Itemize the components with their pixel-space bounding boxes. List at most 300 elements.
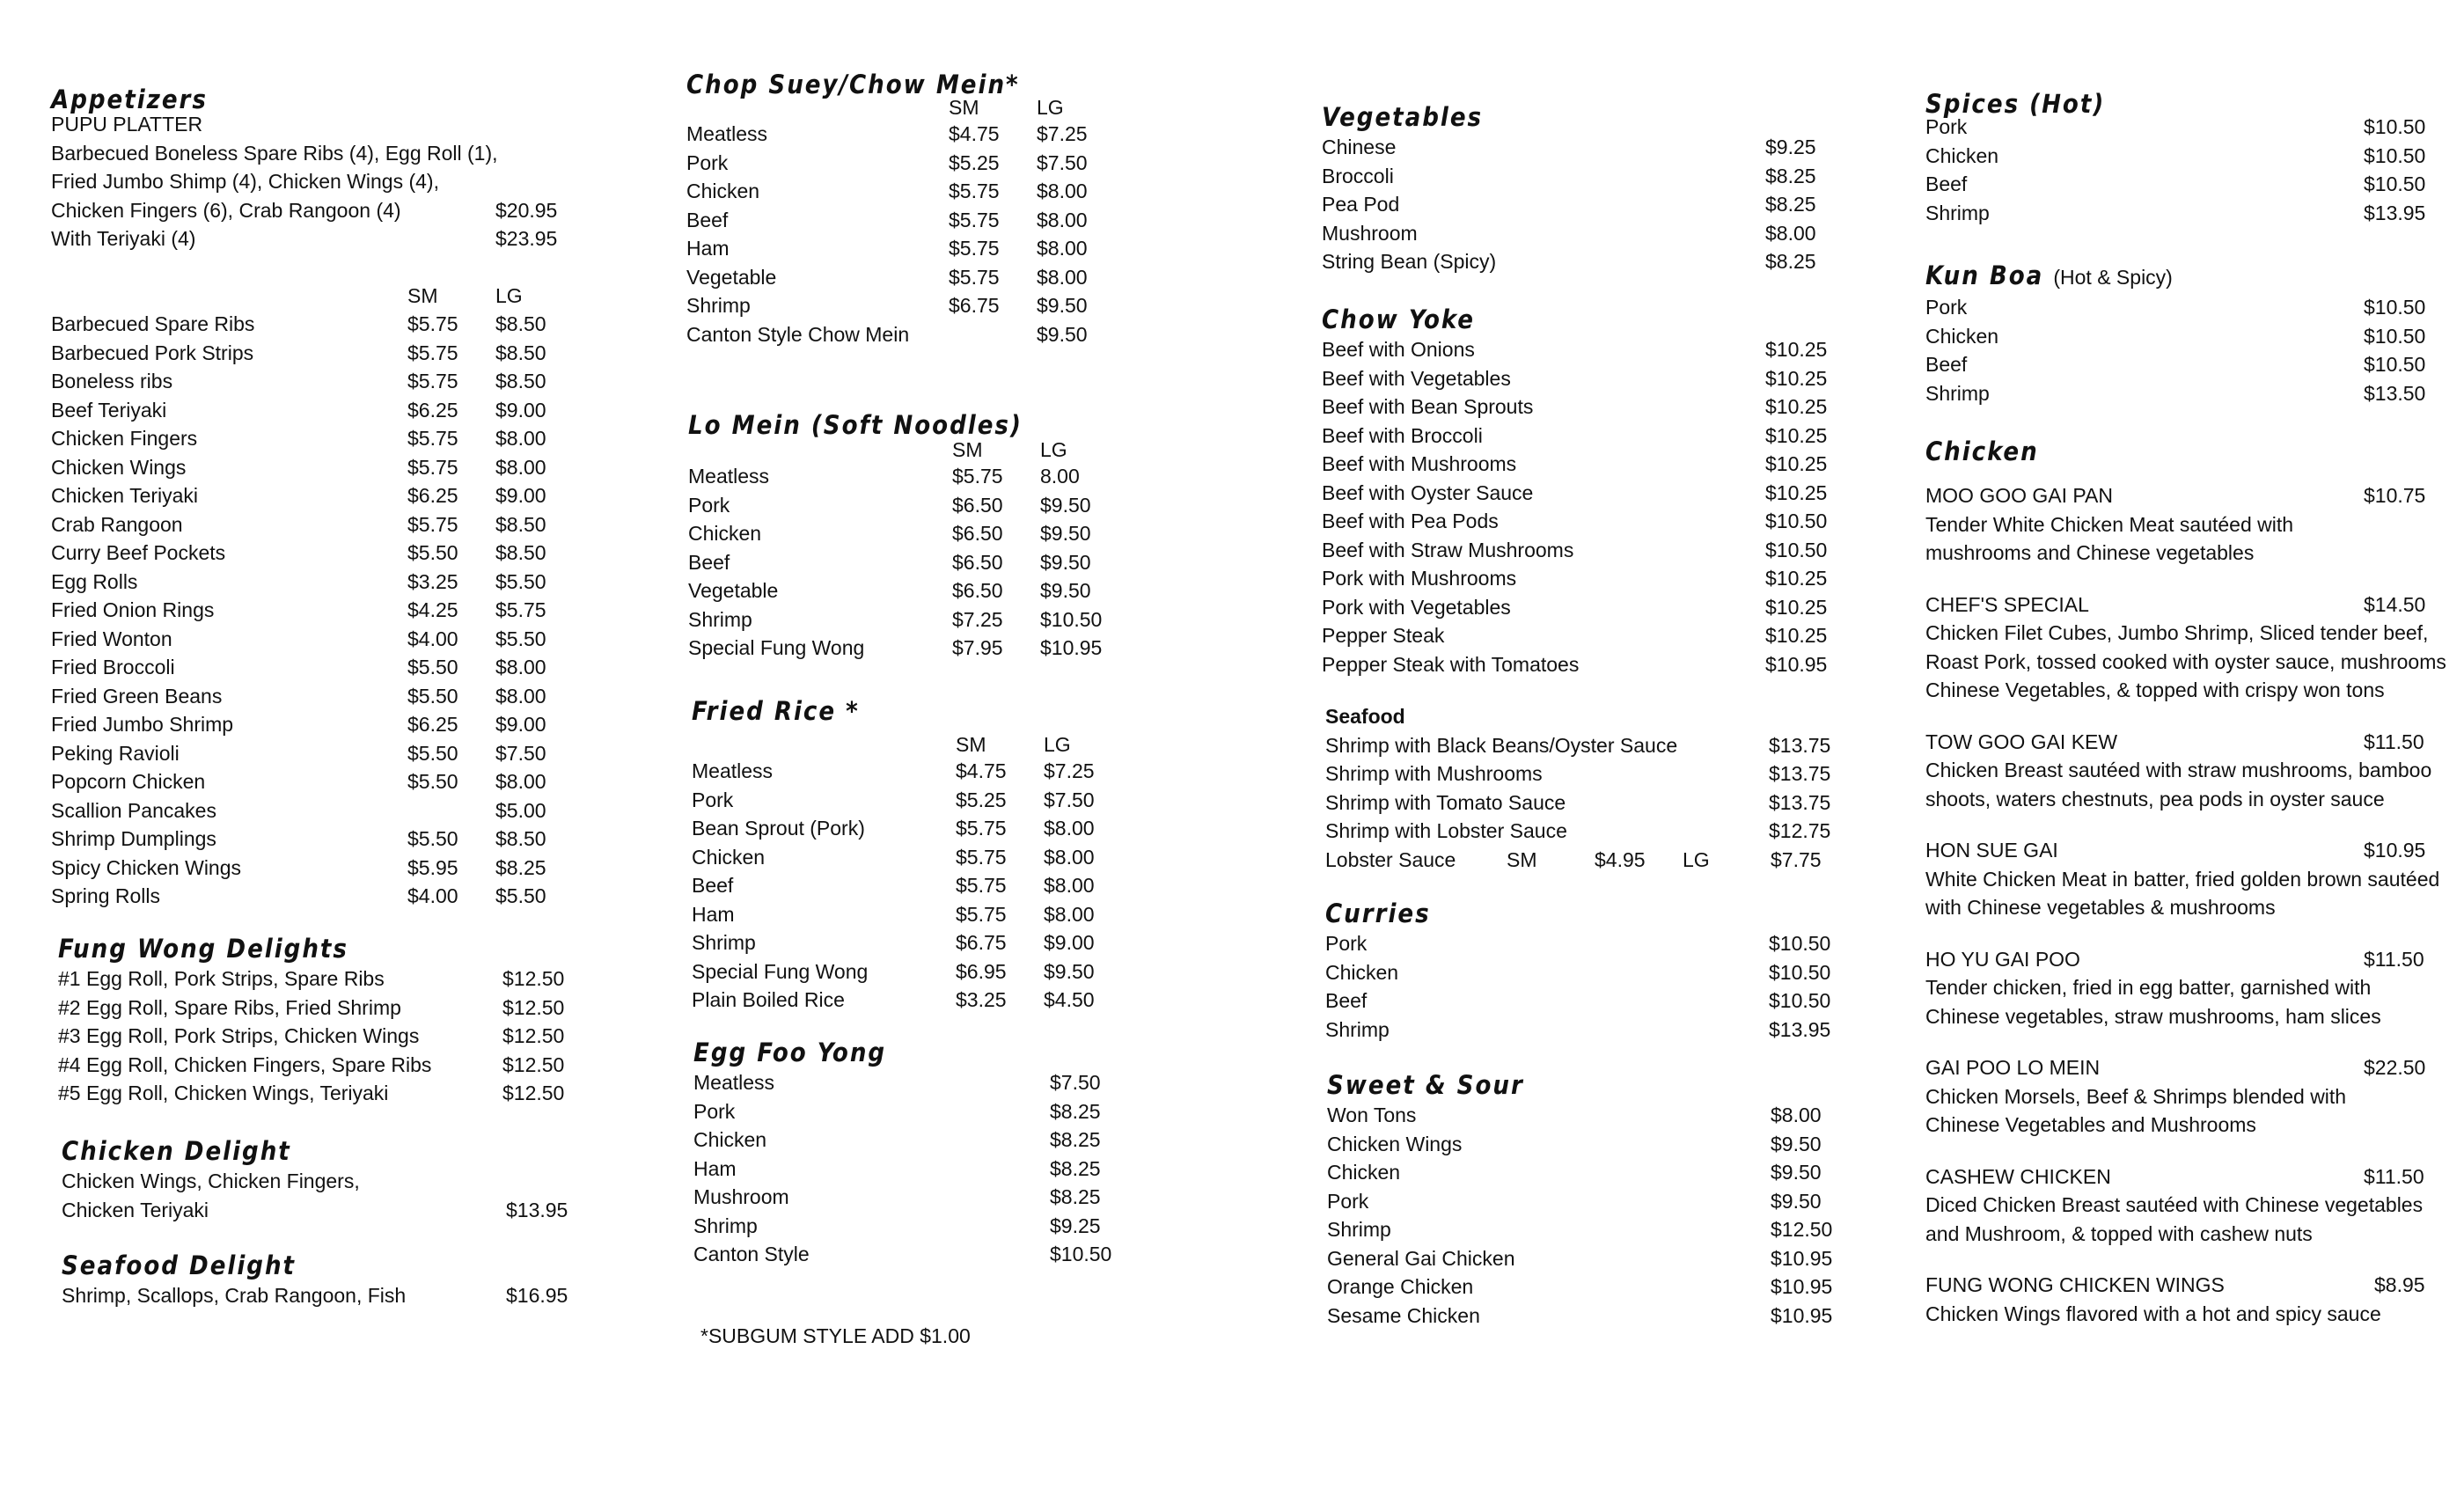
price: $10.25 — [1765, 452, 1828, 475]
price-large: $8.00 — [1044, 874, 1095, 897]
price-small: $6.95 — [956, 959, 1007, 983]
price-large: $7.50 — [1044, 788, 1095, 811]
price: $10.25 — [1765, 395, 1828, 418]
pupu-teriyaki-row — [51, 224, 579, 253]
menu-item — [51, 339, 579, 368]
item-name: Chicken — [686, 180, 760, 202]
menu-item — [1322, 133, 1885, 162]
menu-item — [1327, 1272, 1890, 1302]
menu-item — [1322, 422, 1885, 451]
price: $8.25 — [1050, 1128, 1101, 1151]
price-large: $10.95 — [1040, 636, 1103, 659]
item-name: Lobster Sauce — [1325, 847, 1456, 871]
price: $8.25 — [1050, 1185, 1101, 1208]
section-heading: Lo Mein (Soft Noodles) — [688, 410, 1023, 440]
item-name: Sesame Chicken — [1327, 1303, 1480, 1327]
size-large-label: LG — [1037, 96, 1064, 119]
item-name: Beef — [1925, 353, 1968, 376]
item-name: Fried Jumbo Shrimp — [51, 713, 234, 736]
price-small: $5.75 — [956, 874, 1007, 897]
item-desc-line: Chicken Wings, Chicken Fingers, — [62, 1170, 360, 1192]
item-name: Egg Rolls — [51, 569, 138, 593]
price: $10.95 — [1771, 1303, 1833, 1327]
item-name: Beef — [692, 874, 734, 897]
menu-item — [51, 510, 579, 539]
price: $12.50 — [502, 995, 565, 1019]
dish-name: MOO GOO GAI PAN — [1925, 484, 2113, 507]
item-name: Shrimp — [688, 607, 752, 631]
size-header-row — [692, 730, 1184, 757]
menu-item — [1327, 1158, 1890, 1187]
dish-desc-line: with Chinese vegetables & mushrooms — [1925, 896, 2276, 919]
section-title: Kun Boa — [1925, 260, 2044, 290]
size-small-label: SM — [949, 96, 979, 119]
price-large: $8.00 — [1037, 208, 1088, 231]
item-name: Shrimp — [1325, 1017, 1390, 1041]
menu-item — [51, 424, 579, 453]
price: $10.50 — [2364, 115, 2426, 138]
price-large: $7.25 — [1044, 759, 1095, 782]
menu-item — [1325, 817, 1888, 846]
price-large: $8.50 — [495, 512, 546, 536]
price-large: $4.50 — [1044, 988, 1095, 1011]
price: $13.95 — [1769, 1017, 1831, 1041]
item-name: Pea Pod — [1322, 193, 1400, 216]
size-large-label: LG — [495, 283, 523, 307]
menu-item — [1925, 322, 2436, 351]
price-small: $6.50 — [952, 522, 1003, 545]
menu-item — [58, 964, 586, 994]
sweet-sour-list — [1327, 1101, 1890, 1330]
section-subtitle: (Hot & Spicy) — [2053, 266, 2173, 289]
subgum-note: *SUBGUM STYLE ADD $1.00 — [700, 1324, 971, 1347]
item-name: Canton Style — [693, 1243, 810, 1265]
spices-list — [1925, 113, 2436, 227]
dish-desc-line: Chicken Morsels, Beef & Shrimps blended with — [1925, 1084, 2347, 1108]
price: $7.50 — [1050, 1071, 1101, 1094]
item-name: Mushroom — [693, 1185, 789, 1208]
size-header-row — [688, 436, 1181, 462]
price-large: $5.00 — [495, 798, 546, 822]
fried-rice-list — [692, 757, 1184, 1015]
price-small: $4.00 — [407, 627, 458, 650]
menu-item — [692, 957, 1184, 986]
price-large: $9.50 — [1037, 294, 1088, 317]
seafood-delight-section — [62, 1250, 590, 1310]
menu-item — [1322, 536, 1885, 565]
price: $8.00 — [1765, 221, 1816, 245]
menu-item — [1322, 564, 1885, 593]
chicken-section — [1925, 436, 2445, 1351]
size-small-label: SM — [956, 733, 986, 756]
item-name: Shrimp — [1327, 1218, 1391, 1241]
item-name: Orange Chicken — [1327, 1275, 1474, 1298]
menu-item — [686, 234, 1179, 263]
section-heading: Seafood Delight — [62, 1250, 297, 1280]
appetizer-list — [51, 310, 579, 911]
menu-item — [692, 757, 1184, 786]
price: $10.25 — [1765, 624, 1828, 647]
section-heading: Fung Wong Delights — [58, 934, 348, 964]
price: $10.95 — [1771, 1246, 1833, 1270]
chicken-dish — [1925, 836, 2445, 922]
price-small: $5.75 — [407, 455, 458, 479]
item-name: Special Fung Wong — [692, 959, 869, 983]
dish-desc-line: mushrooms and Chinese vegetables — [1925, 541, 2255, 564]
menu-item — [688, 491, 1181, 520]
menu-item — [693, 1212, 1186, 1241]
price: $13.95 — [506, 1198, 568, 1221]
price: $8.25 — [1050, 1099, 1101, 1123]
fried-rice-section — [692, 695, 1184, 1015]
menu-item — [1325, 929, 1888, 958]
price: $10.50 — [1769, 960, 1831, 984]
price-large: $9.50 — [1040, 550, 1091, 574]
price: $10.50 — [2364, 172, 2426, 195]
menu-item — [1322, 247, 1885, 276]
price-small: $5.75 — [956, 845, 1007, 869]
dish-header — [1925, 836, 2445, 865]
item-name: Chicken — [1327, 1161, 1401, 1184]
price: $10.25 — [1765, 567, 1828, 590]
item-name: #1 Egg Roll, Pork Strips, Spare Ribs — [58, 967, 385, 990]
dish-desc-line: Chicken Breast sautéed with straw mushrooms, bamboo — [1925, 759, 2432, 781]
price-large: $8.00 — [495, 656, 546, 678]
price-small: $5.75 — [956, 902, 1007, 926]
lo-mein-list — [688, 462, 1181, 663]
price-large: $9.50 — [1040, 579, 1091, 602]
chicken-dish — [1925, 590, 2445, 705]
price: $11.50 — [2364, 730, 2424, 753]
price-small: $5.50 — [407, 684, 458, 708]
fung-wong-delights-section — [58, 933, 586, 1108]
price-small: $5.50 — [407, 741, 458, 765]
menu-item — [1322, 593, 1885, 622]
section-heading: Appetizers — [51, 84, 208, 114]
price-small: $6.50 — [952, 579, 1003, 602]
size-small-label: SM — [407, 283, 438, 307]
dish-desc-line: shoots, waters chestnuts, pea pods in oyster sauce — [1925, 787, 2385, 810]
section-heading: Vegetables — [1322, 102, 1484, 132]
section-heading: Spices (Hot) — [1925, 89, 2106, 119]
price: $8.25 — [1050, 1156, 1101, 1180]
price-small: $5.50 — [407, 770, 458, 793]
menu-item — [1925, 142, 2436, 171]
item-name: Beef with Straw Mushrooms — [1322, 538, 1574, 561]
price: $10.95 — [1771, 1275, 1833, 1298]
price: $10.50 — [1765, 538, 1828, 561]
price-large: $8.25 — [495, 855, 546, 879]
price-large: $8.00 — [1044, 902, 1095, 926]
dish-desc-line: Tender White Chicken Meat sautéed with — [1925, 512, 2294, 536]
price: $11.50 — [2364, 1164, 2424, 1188]
menu-item — [58, 1022, 586, 1051]
item-name: Shrimp with Mushrooms — [1325, 762, 1543, 785]
item-name: Chicken — [692, 845, 766, 869]
price-large: $8.00 — [1044, 817, 1095, 840]
item-name: Fried Broccoli — [51, 656, 175, 678]
menu-item — [51, 310, 579, 339]
price-large: $8.00 — [495, 455, 546, 479]
item-name: Meatless — [692, 759, 774, 782]
item-name: Broccoli — [1322, 164, 1394, 187]
item-name: Shrimp — [686, 294, 751, 317]
price-small: $5.75 — [949, 208, 1000, 231]
price-small: $5.75 — [949, 265, 1000, 289]
item-name: #3 Egg Roll, Pork Strips, Chicken Wings — [58, 1024, 420, 1047]
dish-header — [1925, 945, 2445, 974]
menu-item — [1325, 1016, 1888, 1045]
menu-item — [1322, 190, 1885, 219]
item-name: Ham — [686, 237, 730, 260]
price-small: $5.75 — [949, 180, 1000, 202]
item-name: Meatless — [686, 122, 768, 145]
price: $12.50 — [502, 1024, 565, 1047]
item-name: General Gai Chicken — [1327, 1246, 1515, 1270]
price: $13.50 — [2364, 381, 2426, 405]
item-desc-line: Chicken Teriyaki — [62, 1198, 209, 1221]
menu-item — [51, 453, 579, 482]
price-small: $4.75 — [956, 759, 1007, 782]
dish-desc-line: Tender chicken, fried in egg batter, garnished with — [1925, 976, 2372, 999]
price-large: $8.50 — [495, 312, 546, 335]
size-header-row — [686, 93, 1179, 120]
menu-item — [1322, 364, 1885, 393]
item-name: Scallion Pancakes — [51, 798, 216, 822]
item-name: Pepper Steak with Tomatoes — [1322, 652, 1580, 676]
price: $8.25 — [1765, 250, 1816, 273]
dish-header — [1925, 728, 2445, 757]
price-large: $9.00 — [495, 398, 546, 422]
price: $11.50 — [2364, 947, 2424, 971]
item-name: Beef with Vegetables — [1322, 366, 1511, 390]
menu-item — [62, 1196, 590, 1225]
dish-desc-line: Chicken Wings flavored with a hot and spicy sauce — [1925, 1302, 2381, 1325]
price-large: $9.50 — [1044, 959, 1095, 983]
menu-item — [1925, 199, 2436, 228]
menu-item — [51, 682, 579, 711]
item-name: Pepper Steak — [1322, 624, 1445, 647]
dish-desc-line: Chinese Vegetables, & topped with crispy won tons — [1925, 678, 2385, 701]
seafood-section — [1325, 702, 1888, 874]
price: $8.25 — [1765, 193, 1816, 216]
price-small: $5.75 — [952, 465, 1003, 488]
price-large: $9.50 — [1040, 493, 1091, 517]
item-name: Fried Green Beans — [51, 684, 223, 708]
price-large: $9.00 — [495, 484, 546, 507]
menu-item — [1325, 846, 1888, 875]
item-name: Fried Wonton — [51, 627, 172, 650]
price: $10.75 — [2364, 484, 2426, 507]
item-name: Curry Beef Pockets — [51, 541, 226, 564]
menu-item — [692, 928, 1184, 957]
price: $10.50 — [2364, 324, 2426, 348]
price-large: $8.00 — [1037, 237, 1088, 260]
price-small: $5.25 — [956, 788, 1007, 811]
item-name: Boneless ribs — [51, 370, 173, 392]
price: $23.95 — [495, 227, 558, 250]
menu-item — [1327, 1215, 1890, 1244]
price-small: $6.75 — [956, 931, 1007, 954]
section-heading: Chow Yoke — [1322, 304, 1475, 334]
menu-item — [51, 710, 579, 739]
menu-item — [1925, 379, 2436, 408]
item-name: #4 Egg Roll, Chicken Fingers, Spare Ribs — [58, 1052, 432, 1076]
section-heading: Sweet & Sour — [1327, 1070, 1524, 1100]
dish-name: GAI POO LO MEIN — [1925, 1056, 2101, 1079]
item-name: Chicken — [1325, 960, 1399, 984]
item-name: Beef with Oyster Sauce — [1322, 480, 1534, 504]
price-small: $5.95 — [407, 855, 458, 879]
menu-item — [686, 291, 1179, 320]
menu-item — [51, 367, 579, 396]
price: $10.50 — [2364, 353, 2426, 376]
price-large: $8.00 — [1037, 180, 1088, 202]
menu-item — [1327, 1302, 1890, 1331]
item-name: Shrimp with Black Beans/Oyster Sauce — [1325, 733, 1678, 757]
menu-item — [686, 149, 1179, 178]
item-name: Chicken Fingers — [51, 427, 198, 450]
menu-item — [686, 177, 1179, 206]
price: $8.95 — [2374, 1273, 2425, 1296]
item-name: Special Fung Wong — [688, 636, 865, 659]
item-name: Pork — [686, 150, 729, 174]
price: $10.25 — [1765, 595, 1828, 619]
menu-item — [51, 596, 579, 625]
menu-item — [1925, 293, 2436, 322]
price-large: $5.75 — [495, 598, 546, 621]
menu-item — [1327, 1187, 1890, 1216]
menu-item — [1325, 788, 1888, 818]
item-name: Pork with Mushrooms — [1322, 567, 1517, 590]
item-name: Beef Teriyaki — [51, 398, 167, 422]
combo-list — [58, 964, 586, 1108]
price: $10.50 — [2364, 143, 2426, 167]
price: $10.95 — [1765, 652, 1828, 676]
spices-section — [1925, 88, 2436, 227]
dish-desc-line: Diced Chicken Breast sautéed with Chinese vegetables — [1925, 1193, 2424, 1216]
item-name: Shrimp with Tomato Sauce — [1325, 790, 1566, 814]
price-small: $5.75 — [407, 312, 458, 335]
price-small: $5.75 — [949, 237, 1000, 260]
menu-item — [692, 786, 1184, 815]
chow-yoke-list — [1322, 335, 1885, 678]
price-large: $8.50 — [495, 341, 546, 364]
section-heading: Chicken Delight — [62, 1136, 291, 1166]
menu-item — [688, 605, 1181, 634]
menu-item — [51, 767, 579, 796]
item-name: Pork — [692, 788, 734, 811]
price-small: $5.75 — [407, 370, 458, 392]
item-name: Pork — [693, 1099, 736, 1123]
menu-item — [1925, 170, 2436, 199]
item-name: Chicken — [1925, 143, 1999, 167]
price-small: $4.25 — [407, 598, 458, 621]
chicken-dish — [1925, 481, 2445, 568]
price-large: $8.00 — [495, 427, 546, 450]
item-name: Shrimp — [692, 931, 756, 954]
item-name: Ham — [693, 1156, 737, 1180]
item-name: Shrimp with Lobster Sauce — [1325, 819, 1567, 842]
menu-item — [693, 1097, 1186, 1126]
item-name: Barbecued Spare Ribs — [51, 312, 255, 335]
price: $10.25 — [1765, 480, 1828, 504]
menu-item — [693, 1068, 1186, 1097]
menu-item — [1325, 759, 1888, 788]
price: $13.75 — [1769, 762, 1831, 785]
menu-item — [1322, 219, 1885, 248]
item-name: Spring Rolls — [51, 884, 160, 907]
menu-item — [692, 871, 1184, 900]
menu-item — [692, 843, 1184, 872]
item-name: Shrimp Dumplings — [51, 827, 216, 850]
menu-item — [51, 568, 579, 597]
price-small: $6.25 — [407, 713, 458, 736]
price-large: $5.50 — [495, 884, 546, 907]
menu-item — [1325, 731, 1888, 760]
item-desc-line: Shrimp, Scallops, Crab Rangoon, Fish — [62, 1284, 407, 1307]
price: $9.50 — [1771, 1132, 1822, 1155]
menu-item — [693, 1155, 1186, 1184]
chop-suey-section — [686, 69, 1179, 348]
price: $20.95 — [495, 198, 558, 222]
item-name: Fried Onion Rings — [51, 598, 215, 621]
menu-item — [1322, 479, 1885, 508]
menu-item — [1322, 507, 1885, 536]
menu-item — [1322, 450, 1885, 479]
item-name: Crab Rangoon — [51, 512, 183, 536]
price: $22.50 — [2364, 1056, 2426, 1079]
section-heading: Chop Suey/Chow Mein* — [686, 70, 1020, 99]
item-name: Chicken Wings — [1327, 1132, 1463, 1155]
item-name: String Bean (Spicy) — [1322, 250, 1497, 273]
menu-item — [51, 653, 579, 682]
item-name: Chinese — [1322, 136, 1397, 158]
section-heading: Seafood — [1325, 705, 1405, 728]
price-small: $4.75 — [949, 122, 1000, 145]
price-large: 8.00 — [1040, 465, 1080, 488]
lo-mein-section — [688, 409, 1181, 663]
menu-item — [51, 539, 579, 568]
item-name: Chicken — [693, 1128, 767, 1151]
egg-foo-yong-list — [693, 1068, 1186, 1269]
menu-item — [688, 462, 1181, 491]
section-heading: Curries — [1325, 898, 1431, 928]
price-small: $5.50 — [407, 541, 458, 564]
item-name: Chicken — [1925, 324, 1999, 348]
item-name: Shrimp — [693, 1214, 758, 1237]
menu-item — [686, 320, 1179, 349]
price-large: $9.50 — [1040, 522, 1091, 545]
menu-item — [51, 739, 579, 768]
vegetables-section — [1322, 101, 1885, 276]
menu-item — [686, 263, 1179, 292]
menu-item — [692, 814, 1184, 843]
chicken-dish — [1925, 945, 2445, 1031]
menu-item — [1322, 650, 1885, 679]
price: $12.50 — [502, 967, 565, 990]
item-name: Plain Boiled Rice — [692, 988, 845, 1011]
menu-item — [1327, 1101, 1890, 1130]
price: $12.50 — [502, 1082, 565, 1104]
price: $12.75 — [1769, 819, 1831, 842]
menu-item — [51, 481, 579, 510]
menu-item — [51, 825, 579, 854]
price-large: $8.00 — [495, 770, 546, 793]
item-name: Beef with Bean Sprouts — [1322, 395, 1534, 418]
chicken-dish — [1925, 1053, 2445, 1140]
item-name: Pork — [688, 493, 730, 517]
